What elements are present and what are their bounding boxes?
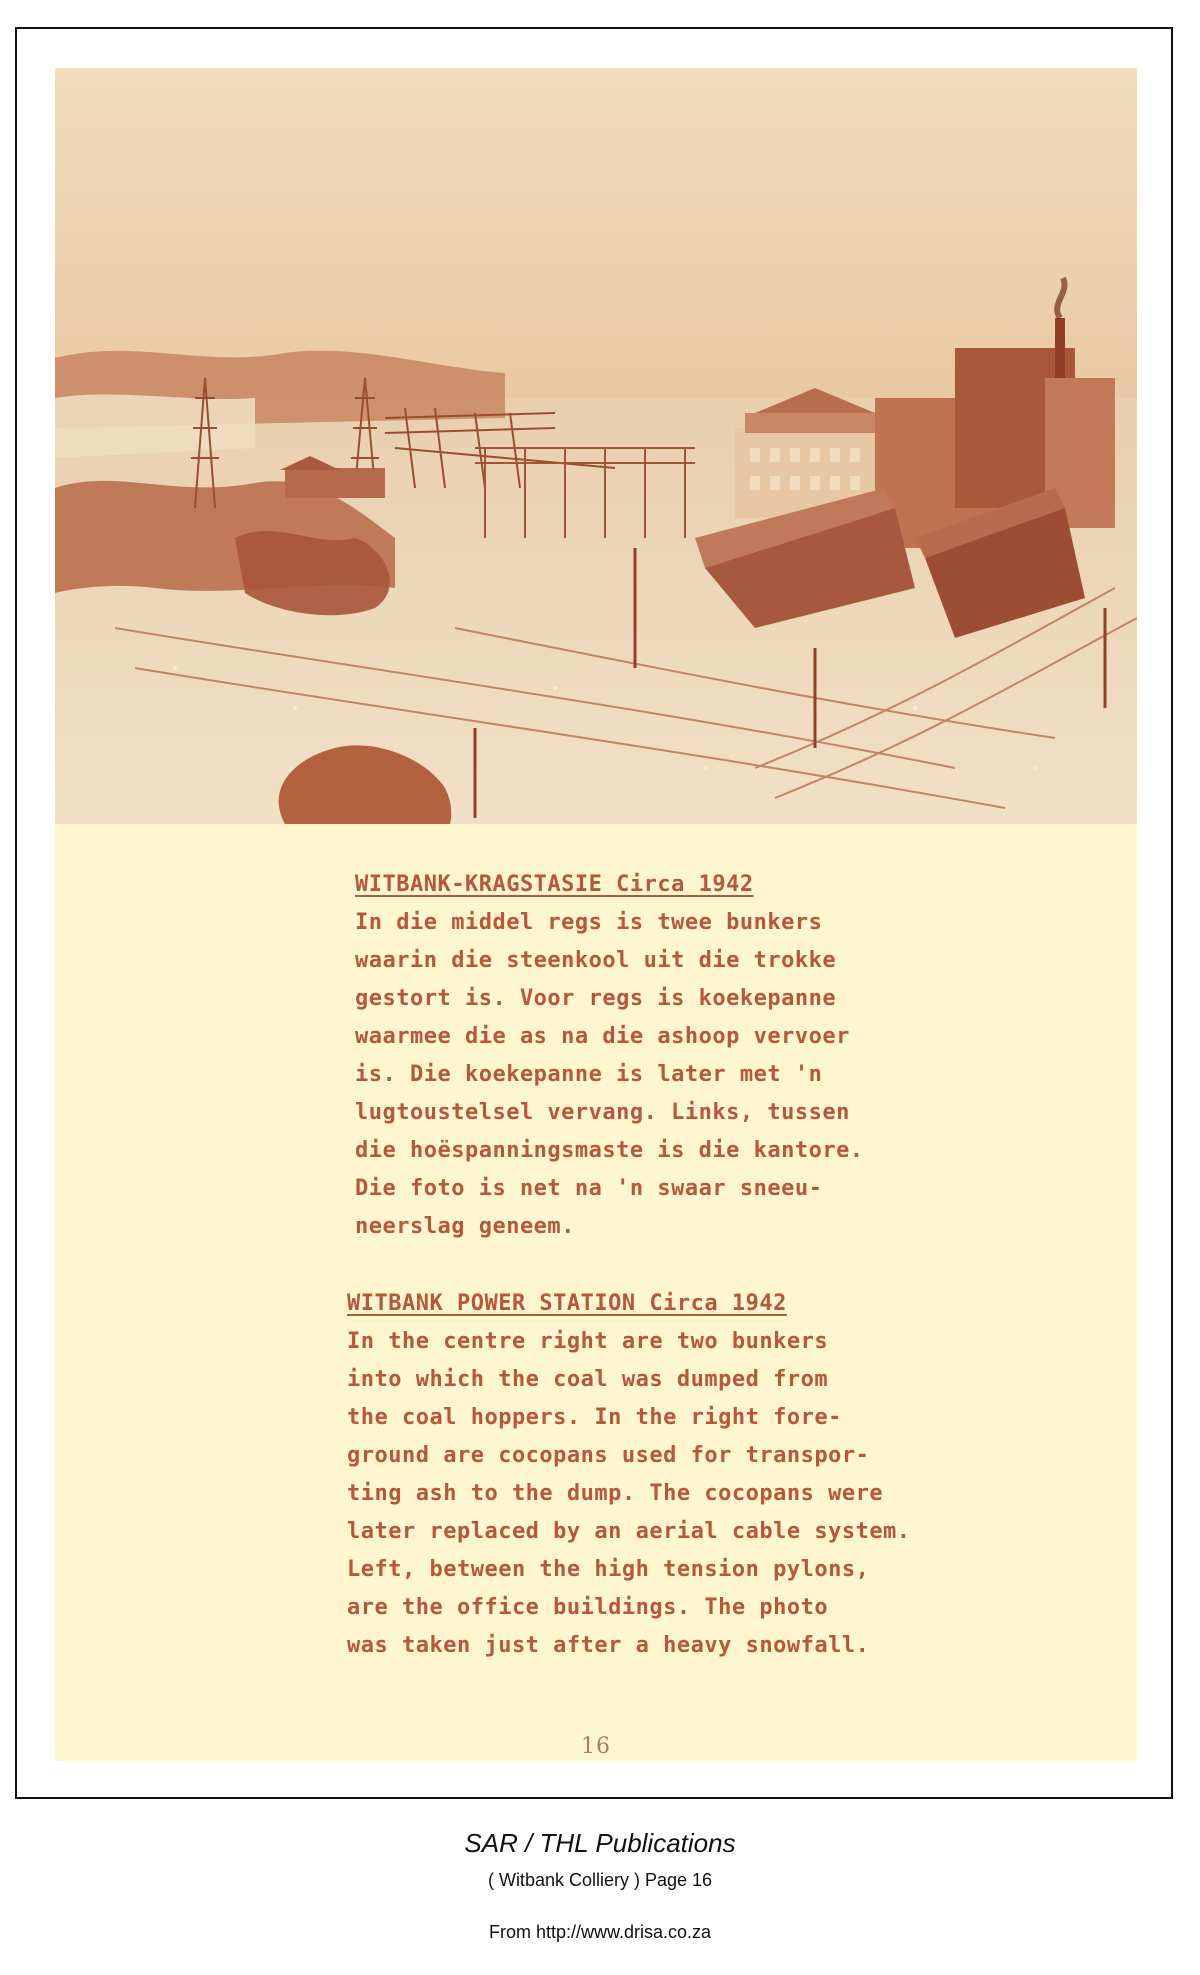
caption-line: was taken just after a heavy snowfall.: [347, 1633, 870, 1658]
scanned-page-number: 16: [581, 1734, 611, 1759]
scanned-page: [55, 68, 1137, 1761]
caption-line: ground are cocopans used for transpor-: [347, 1443, 870, 1468]
caption-line: the coal hoppers. In the right fore-: [347, 1405, 842, 1430]
caption-line: In the centre right are two bunkers: [347, 1329, 829, 1354]
caption-line: gestort is. Voor regs is koekepanne: [355, 986, 837, 1011]
caption-afrikaans: [355, 866, 864, 1246]
caption-line: Left, between the high tension pylons,: [347, 1557, 870, 1582]
caption-line: Die foto is net na 'n swaar sneeu-: [355, 1176, 823, 1201]
power-station-photo: [55, 68, 1137, 824]
publication-title: SAR / THL Publications: [464, 1828, 736, 1858]
caption-line: waarin die steenkool uit die trokke: [355, 948, 837, 973]
caption-line: is. Die koekepanne is later met 'n: [355, 1062, 823, 1087]
caption-line: waarmee die as na die ashoop vervoer: [355, 1024, 850, 1049]
caption-line: later replaced by an aerial cable system.: [347, 1519, 911, 1544]
caption-line: In die middel regs is twee bunkers: [355, 910, 823, 935]
caption-line: into which the coal was dumped from: [347, 1367, 829, 1392]
caption-line: die hoëspanningsmaste is die kantore.: [355, 1138, 864, 1163]
caption-line: lugtoustelsel vervang. Links, tussen: [355, 1100, 850, 1125]
office-buildings: [285, 468, 385, 498]
page-label: ( Witbank Colliery ) Page 16: [487, 1870, 713, 1890]
caption-english-heading: WITBANK POWER STATION Circa 1942: [347, 1291, 787, 1316]
caption-line: ting ash to the dump. The cocopans were: [347, 1481, 884, 1506]
caption-english: [347, 1285, 911, 1665]
caption-afrikaans-heading: WITBANK-KRAGSTASIE Circa 1942: [355, 872, 754, 897]
caption-line: neerslag geneem.: [355, 1214, 575, 1239]
caption-line: are the office buildings. The photo: [347, 1595, 829, 1620]
source-url: From http://www.drisa.co.za: [488, 1922, 712, 1942]
page-frame: [15, 27, 1173, 1799]
